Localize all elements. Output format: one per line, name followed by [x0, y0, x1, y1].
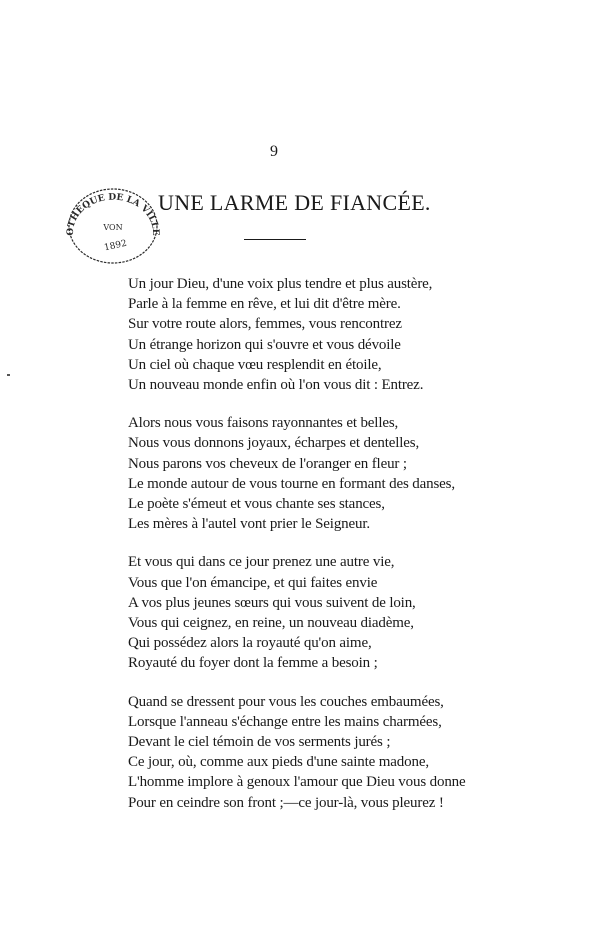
stanza: [128, 692, 466, 813]
verse-line: Vous qui ceignez, en reine, un nouveau diadème,: [128, 615, 414, 632]
verse-line: L'homme implore à genoux l'amour que Dieu vous donne: [128, 774, 466, 791]
verse-line: Les mères à l'autel vont prier le Seigneur.: [128, 516, 371, 533]
verse-line: Un ciel où chaque vœu resplendit en étoile,: [128, 356, 382, 373]
verse-line: Sur votre route alors, femmes, vous rencontrez: [128, 316, 402, 333]
stamp-top-text: OTHÈQUE DE LA VILLE: [65, 192, 160, 236]
verse-line: Royauté du foyer dont la femme a besoin ;: [128, 655, 378, 672]
verse-line: Le poète s'émeut et vous chante ses stances,: [128, 496, 385, 513]
verse-line: Quand se dressent pour vous les couches embaumées,: [128, 693, 444, 710]
stanza: [128, 413, 458, 534]
page-number: 9: [270, 143, 278, 160]
verse-line: Pour en ceindre son front ;—ce jour-là, vous pleurez !: [128, 794, 444, 811]
verse-line: Vous que l'on émancipe, et qui faites envie: [128, 574, 378, 591]
verse-line: Nous vous donnons joyaux, écharpes et dentelles,: [128, 435, 420, 452]
verse-line: Un étrange horizon qui s'ouvre et vous dévoile: [128, 336, 401, 353]
verse-line: Qui possédez alors la royauté qu'on aime,: [128, 635, 372, 652]
margin-mark: [7, 374, 10, 376]
verse-line: A vos plus jeunes sœurs qui vous suivent de loin,: [128, 594, 416, 611]
verse-line: Et vous qui dans ce jour prenez une autre vie,: [128, 554, 395, 571]
verse-line: Le monde autour de vous tourne en formant des danses,: [128, 475, 455, 492]
poem-body: [128, 274, 466, 831]
title-rule: [244, 239, 306, 240]
stanza: [128, 552, 458, 673]
verse-line: Alors nous vous faisons rayonnantes et belles,: [128, 415, 399, 432]
verse-line: Nous parons vos cheveux de l'oranger en fleur ;: [128, 455, 407, 472]
verse-line: Lorsque l'anneau s'échange entre les mains charmées,: [128, 713, 442, 730]
poem-title: UNE LARME DE FIANCÉE.: [158, 190, 431, 215]
verse-line: Ce jour, où, comme aux pieds d'une sainte madone,: [128, 754, 429, 771]
stanza: [128, 274, 458, 395]
verse-line: Un nouveau monde enfin où l'on vous dit : Entrez.: [128, 377, 424, 394]
verse-line: Un jour Dieu, d'une voix plus tendre et plus austère,: [128, 276, 433, 292]
verse-line: Parle à la femme en rêve, et lui dit d'être mère.: [128, 296, 401, 313]
stamp-middle-text: VON: [103, 223, 123, 232]
library-stamp: [60, 186, 160, 266]
stamp-year: 1892: [103, 238, 128, 254]
verse-line: Devant le ciel témoin de vos serments jurés ;: [128, 734, 391, 751]
